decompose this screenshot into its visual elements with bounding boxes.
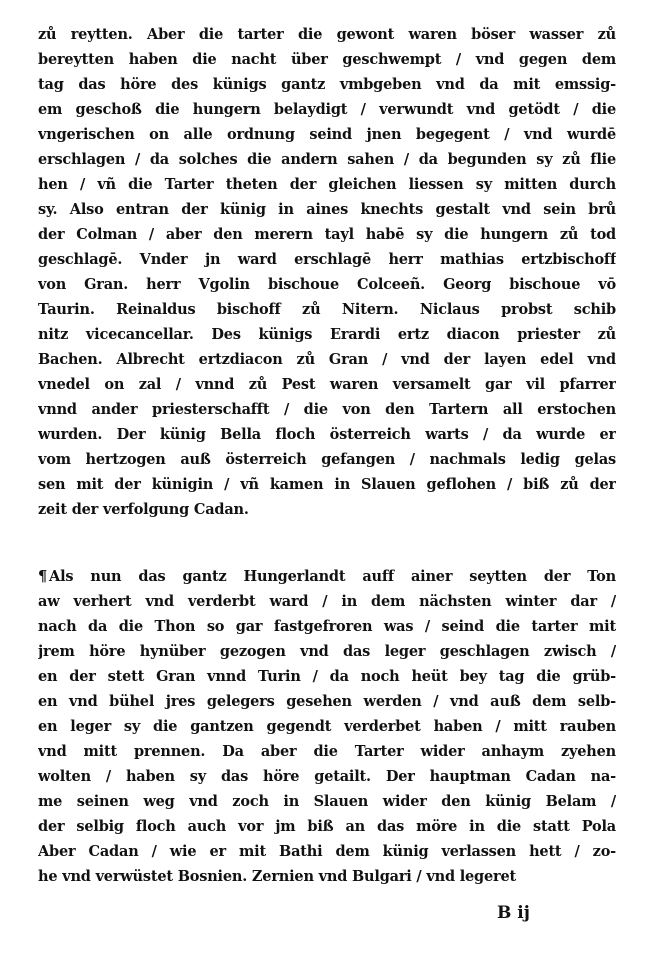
text-line: he vnd verwüstet Bosnien. Zernien vnd Bulgari / vnd legeret: [38, 868, 516, 885]
text-line: vnd mitt prennen. Da aber die Tarter wider anhaym zyehen: [38, 743, 616, 760]
text-line: ¶ Als nun das gantz Hungerlandt auff ainer seytten der Ton: [38, 564, 616, 589]
text-line: jrem höre hynüber gezogen vnd das leger geschlagen zwisch /: [38, 643, 616, 660]
text-line: von Gran. herr Vgolin bischoue Colceeñ. Georg bischoue vō: [38, 276, 616, 293]
text-line: en leger sy die gantzen gegendt verderbet haben / mitt rauben: [38, 718, 616, 735]
paragraph-1: [38, 22, 616, 522]
text-line: bereytten haben die nacht über geschwempt / vnd gegen dem: [38, 51, 616, 68]
text-line: der selbig floch auch vor jm biß an das möre in die statt Pola: [38, 818, 616, 835]
text-line: Aber Cadan / wie er mit Bathi dem künig verlassen hett / zo-: [38, 843, 616, 860]
text-line: der Colman / aber den merern tayl habē sy die hungern zů tod: [38, 226, 616, 243]
text-line: erschlagen / da solches die andern sahen / da begunden sy zů flie: [38, 151, 616, 168]
text-line: em geschoß die hungern belaydigt / verwundt vnd getödt / die: [38, 101, 616, 118]
text-line: zeit der verfolgung Cadan.: [38, 501, 249, 518]
text-line: me seinen weg vnd zoch in Slauen wider den künig Belam /: [38, 793, 616, 810]
text-line: en der stett Gran vnnd Turin / da noch heüt bey tag die grüb-: [38, 668, 616, 685]
text-line: nach da die Thon so gar fastgefroren was / seind die tarter mit: [38, 618, 616, 635]
paragraph-2: [38, 564, 616, 889]
text-line: hen / vñ die Tarter theten der gleichen liessen sy mitten durch: [38, 176, 616, 193]
text-line: aw verhert vnd verderbt ward / in dem nächsten winter dar /: [38, 593, 616, 610]
text-line: vngerischen on alle ordnung seind jnen begegent / vnd wurdē: [38, 126, 616, 143]
signature-mark: B ij: [497, 903, 530, 923]
text-line: sy. Also entran der künig in aines knechts gestalt vnd sein brů: [38, 201, 616, 218]
text-line: Bachen. Albrecht ertzdiacon zů Gran / vnd der layen edel vnd: [38, 351, 616, 368]
text-line: tag das höre des künigs gantz vmbgeben vnd da mit emssig-: [38, 76, 616, 93]
text-line: wolten / haben sy das höre getailt. Der hauptman Cadan na-: [38, 768, 616, 785]
text-line: Taurin. Reinaldus bischoff zů Nitern. Niclaus probst schib: [38, 301, 616, 318]
text-line: vnedel on zal / vnnd zů Pest waren versamelt gar vil pfarrer: [38, 376, 616, 393]
text-line: wurden. Der künig Bella floch österreich warts / da wurde er: [38, 426, 616, 443]
text-line: vom hertzogen auß österreich gefangen / nachmals ledig gelas: [38, 451, 616, 468]
text-line: en vnd bühel jres gelegers gesehen werden / vnd auß dem selb-: [38, 693, 616, 710]
text-line: vnnd ander priesterschafft / die von den Tartern all erstochen: [38, 401, 616, 418]
text-line: sen mit der künigin / vñ kamen in Slauen geflohen / biß zů der: [38, 476, 616, 493]
text-line: zů reytten. Aber die tarter die gewont waren böser wasser zů: [38, 26, 616, 43]
text-line: nitz vicecancellar. Des künigs Erardi ertz diacon priester zů: [38, 326, 616, 343]
text-line: geschlagē. Vnder jn ward erschlagē herr mathias ertzbischoff: [38, 251, 616, 268]
